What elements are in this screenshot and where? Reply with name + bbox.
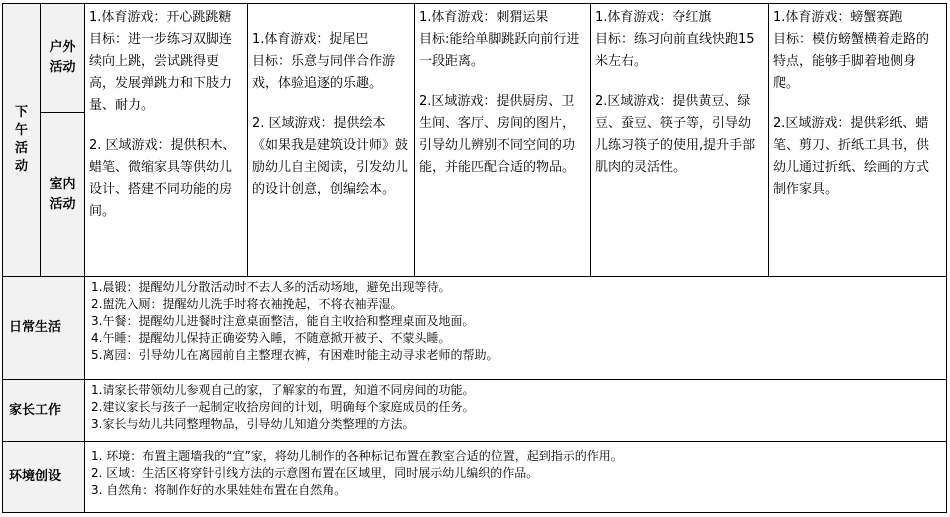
pe-game-goal: 目标：进一步练习双脚连续向上跳，尝试跳得更高，发展弹跳力和下肢力量、耐力。 (89, 32, 233, 113)
parent-work-item: 2.建议家长与孩子一起制定收拾房间的计划，明确每个家庭成员的任务。 (91, 400, 475, 414)
daily-life-content (85, 277, 947, 380)
daily-life-item: 4.午睡：提醒幼儿保持正确姿势入睡，不随意掀开被子、不蒙头睡。 (91, 331, 451, 345)
environment-content (85, 442, 947, 513)
pe-game-goal: 目标：模仿螃蟹横着走路的特点，能够手脚着地侧身爬。 (773, 32, 930, 91)
daily-life-item: 5.离园：引导幼儿在离园前自主整理衣裤，有困难时能主动寻求老师的帮助。 (91, 348, 499, 362)
environment-item: 2. 区域：生活区将穿针引线方法的示意图布置在区域里，同时展示幼儿编织的作品。 (91, 466, 539, 480)
pe-game-goal: 目标：练习向前直线快跑15米左右。 (595, 32, 755, 69)
daily-life-item: 2.盥洗入厕：提醒幼儿洗手时将衣袖挽起，不将衣袖弄湿。 (91, 297, 403, 311)
area-game: 2. 区域游戏：提供绘本《如果我是建筑设计师》鼓励幼儿自主阅读，引发幼儿的设计创意，创编绘本。 (252, 116, 409, 197)
parent-work-content (85, 380, 947, 442)
area-game: 2.区域游戏：提供彩纸、蜡笔、剪刀、折纸工具书，供幼儿通过折纸、绘画的方式制作家具。 (773, 116, 930, 197)
indoor-activity-label: 室内活动 (41, 113, 85, 277)
parent-work-label: 家长工作 (3, 380, 85, 442)
area-game: 2.区域游戏：提供黄豆、绿豆、蚕豆、筷子等，引导幼儿练习筷子的使用,提升手部肌肉的灵活性。 (595, 94, 756, 175)
environment-item: 3. 自然角：将制作好的水果娃娃布置在自然角。 (91, 483, 347, 497)
pe-game-title: 1.体育游戏：捉尾巴 (252, 32, 369, 47)
daily-life-label: 日常生活 (3, 277, 85, 380)
environment-label: 环境创设 (3, 442, 85, 513)
afternoon-day-4 (591, 4, 769, 277)
afternoon-day-2 (248, 4, 415, 277)
afternoon-activity-label: 下午活动 (3, 4, 41, 277)
weekly-plan-table (2, 3, 947, 513)
pe-game-title: 1.体育游戏：刺猬运果 (419, 10, 549, 25)
afternoon-day-3 (415, 4, 591, 277)
pe-game-goal: 目标：乐意与同伴合作游戏，体验追逐的乐趣。 (252, 54, 396, 91)
environment-item: 1. 环境：布置主题墙我的“宜”家，将幼儿制作的各种标记布置在教室合适的位置，起到指示的作用。 (91, 449, 623, 463)
pe-game-goal: 目标:能给单脚跳跃向前行进一段距离。 (419, 32, 580, 69)
daily-life-item: 3.午餐：提醒幼儿进餐时注意桌面整洁，能自主收拾和整理桌面及地面。 (91, 314, 475, 328)
outdoor-activity-label: 户外活动 (41, 4, 85, 113)
parent-work-item: 3.家长与幼儿共同整理物品，引导幼儿知道分类整理的方法。 (91, 417, 415, 431)
area-game: 2. 区域游戏：提供积木、蜡笔、微缩家具等供幼儿设计、搭建不同功能的房间。 (89, 138, 236, 219)
area-game: 2.区域游戏：提供厨房、卫生间、客厅、房间的图片，引导幼儿辨别不同空间的功能，并能匹配合适的物品。 (419, 94, 576, 175)
parent-work-item: 1.请家长带领幼儿参观自己的家，了解家的布置，知道不同房间的功能。 (91, 383, 475, 397)
pe-game-title: 1.体育游戏：夺红旗 (595, 10, 712, 25)
pe-game-title: 1.体育游戏：开心跳跳糖 (89, 10, 232, 25)
daily-life-item: 1.晨锻：提醒幼儿分散活动时不去人多的活动场地，避免出现等待。 (91, 280, 451, 294)
afternoon-day-1 (85, 4, 248, 277)
pe-game-title: 1.体育游戏：螃蟹赛跑 (773, 10, 903, 25)
afternoon-day-5 (769, 4, 947, 277)
